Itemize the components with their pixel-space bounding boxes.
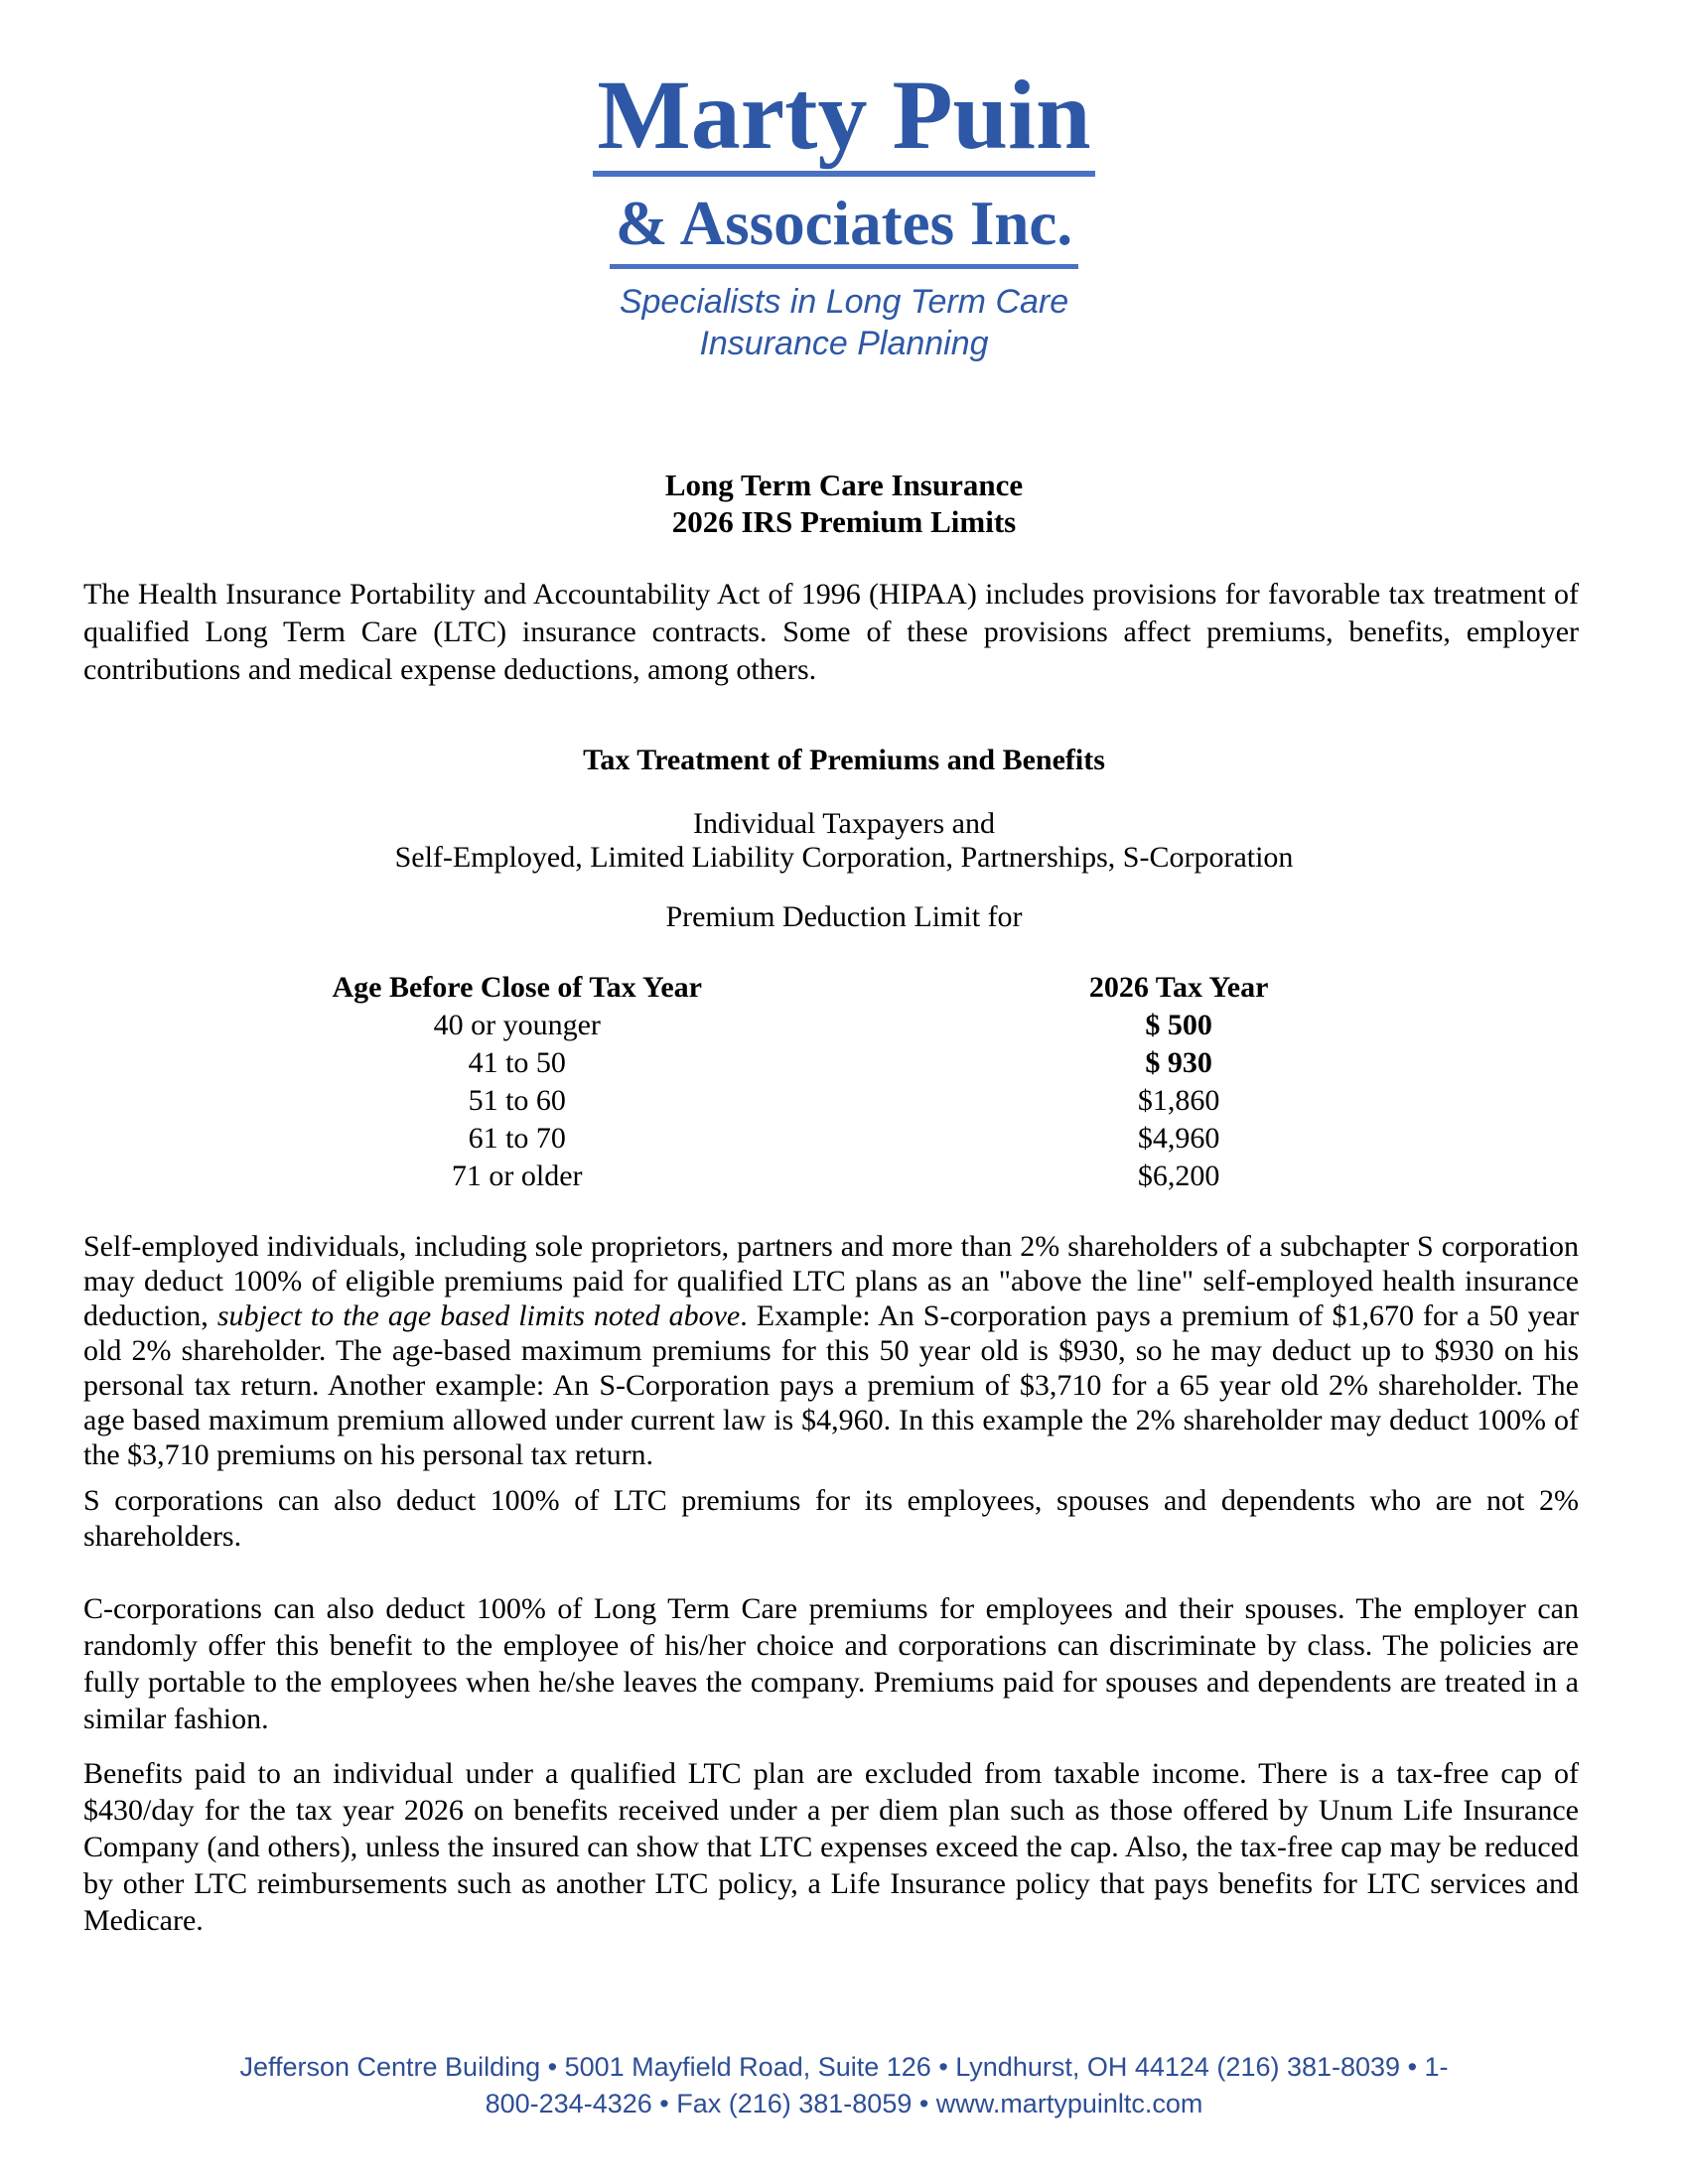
limit-cell: $6,200: [1137, 1160, 1220, 1192]
subheading-taxpayers-line1: Individual Taxpayers and: [693, 807, 995, 840]
footer-address-line: Jefferson Centre Building • 5001 Mayfield Road, Suite 126 • Lyndhurst, OH 44124 (216) 381-8039 • 1-: [239, 2052, 1449, 2082]
company-tagline-line2: Insurance Planning: [699, 325, 989, 362]
subheading-taxpayers-line2: Self-Employed, Limited Liability Corporation, Partnerships, S-Corporation: [394, 841, 1294, 874]
age-range-cell: 71 or older: [451, 1160, 583, 1192]
age-range-cell: 40 or younger: [433, 1009, 601, 1041]
self-employed-text-start: Self-employed individuals, including sole proprietors, partners and more than 2% shareholders of a subchapter S corporation may deduct 100% of eligible premiums paid for qualified LTC plans as an "above the line" self-employed health insurance deduction,: [83, 1230, 1579, 1332]
limit-cell: $ 930: [1145, 1046, 1212, 1079]
column-header-tax-year: 2026 Tax Year: [1088, 971, 1269, 1004]
company-tagline-line1: Specialists in Long Term Care: [619, 283, 1069, 321]
table-row: [83, 1120, 1579, 1158]
document-title-line2: 2026 IRS Premium Limits: [671, 504, 1017, 539]
subheading-premium-deduction: Premium Deduction Limit for: [665, 900, 1023, 933]
footer-phone-web-line: 800-234-4326 • Fax (216) 381-8059 • www.martypuinltc.com: [485, 2089, 1203, 2118]
letterhead: [0, 60, 1688, 364]
premium-limits-table: [83, 969, 1579, 1195]
limit-cell: $4,960: [1137, 1122, 1220, 1155]
column-header-age: Age Before Close of Tax Year: [332, 971, 702, 1004]
document-title: [0, 467, 1688, 540]
c-corporation-paragraph: C-corporations can also deduct 100% of Long Term Care premiums for employees and their spouses. The employer can randomly offer this benefit to the employee of his/her choice and corporations can discriminate by class. The policies are fully portable to the employees when he/she leaves the company. Premiums paid for spouses and dependents are treated in a similar fashion.: [83, 1592, 1579, 1735]
table-row: [83, 1044, 1579, 1082]
self-employed-italic-clause: subject to the age based limits noted above: [216, 1299, 741, 1332]
table-header-row: [83, 969, 1579, 1007]
benefits-paragraph: Benefits paid to an individual under a qualified LTC plan are excluded from taxable income. There is a tax-free cap of $430/day for the tax year 2026 on benefits received under a per diem plan such as those offered by Unum Life Insurance Company (and others), unless the insured can show that LTC expenses exceed the cap. Also, the tax-free cap may be reduced by other LTC reimbursements such as another LTC policy, a Life Insurance policy that pays benefits for LTC services and Medicare.: [83, 1757, 1579, 1937]
limit-cell: $1,860: [1137, 1084, 1220, 1117]
intro-paragraph: The Health Insurance Portability and Accountability Act of 1996 (HIPAA) includes provisions for favorable tax treatment of qualified Long Term Care (LTC) insurance contracts. Some of these provisions affect premiums, benefits, employer contributions and medical expense deductions, among others.: [83, 578, 1579, 686]
self-employed-text-end: . Example: An S-corporation pays a premium of $1,670 for a 50 year old 2% shareholder. The age-based maximum premiums for this 50 year old is $930, so he may deduct up to $930 on his personal tax return. Another example: An S-Corporation pays a premium of $3,710 for a 65 year old 2% shareholder. The age based maximum premium allowed under current law is $4,960. In this example the 2% shareholder may deduct 100% of the $3,710 premiums on his personal tax return.: [83, 1299, 1579, 1471]
table-row: [83, 1082, 1579, 1120]
company-name: Marty Puin: [593, 66, 1094, 177]
footer-contact: [0, 2049, 1688, 2122]
self-employed-paragraph: [83, 1229, 1579, 1472]
s-corporation-paragraph: S corporations can also deduct 100% of LTC premiums for its employees, spouses and dependents who are not 2% shareholders.: [83, 1484, 1579, 1553]
table-row: [83, 1007, 1579, 1044]
table-row: [83, 1158, 1579, 1195]
age-range-cell: 61 to 70: [468, 1122, 566, 1155]
company-subname: & Associates Inc.: [610, 193, 1078, 269]
age-range-cell: 41 to 50: [468, 1046, 566, 1079]
document-title-line1: Long Term Care Insurance: [664, 468, 1024, 502]
section-heading: Tax Treatment of Premiums and Benefits: [583, 744, 1105, 776]
limit-cell: $ 500: [1145, 1009, 1212, 1041]
age-range-cell: 51 to 60: [468, 1084, 566, 1117]
